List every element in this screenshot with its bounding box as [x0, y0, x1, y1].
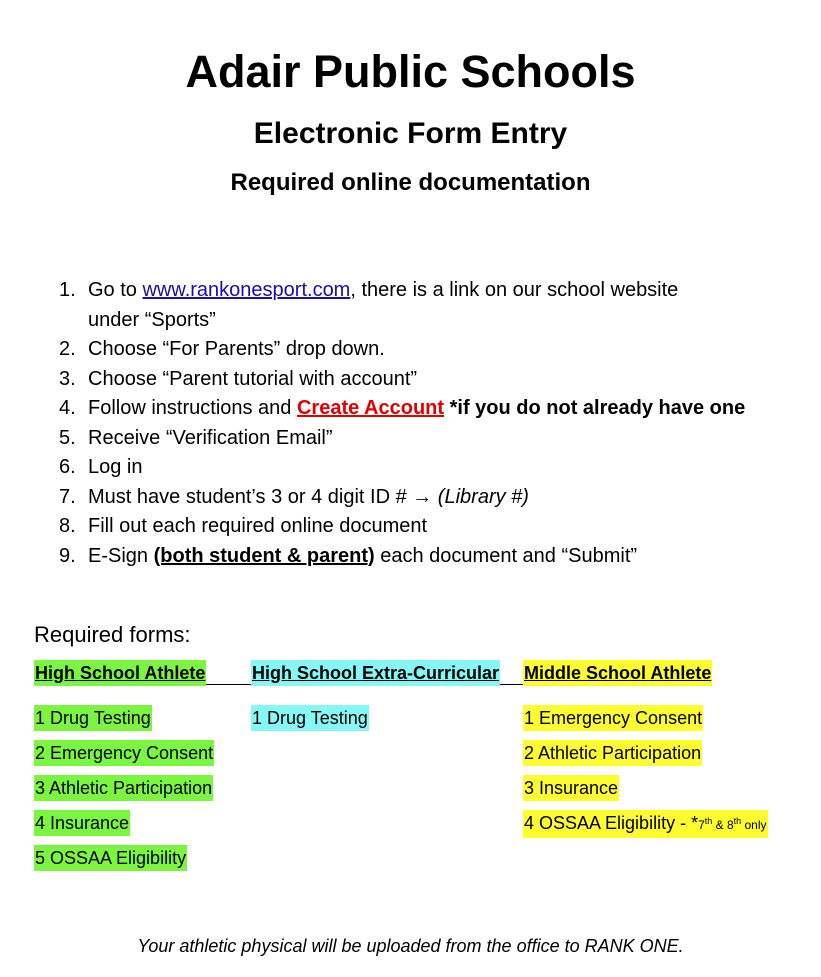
middle-school-athlete-header: Middle School Athlete [523, 660, 712, 686]
list-item: 3 Athletic Participation [34, 775, 213, 801]
list-item: 2 Athletic Participation [523, 740, 702, 766]
list-item: 1 Drug Testing [251, 705, 369, 731]
high-school-athlete-header: High School Athlete [34, 660, 206, 686]
step-2: 2. Choose “For Parents” drop down. [59, 338, 385, 360]
required-forms-title: Required forms: [34, 622, 191, 647]
create-account-link[interactable]: Create Account [296, 397, 445, 419]
list-item: 5 OSSAA Eligibility [34, 845, 187, 871]
list-item: 2 Emergency Consent [34, 740, 214, 766]
step-6: 6. Log in [59, 456, 143, 478]
rankone-link[interactable]: www.rankonesport.com [142, 279, 351, 301]
list-item: 4 OSSAA Eligibility - *7th & 8th only [523, 810, 768, 838]
page-title: Adair Public Schools [185, 46, 636, 97]
list-item: 4 Insurance [34, 810, 130, 836]
list-item: 3 Insurance [523, 775, 619, 801]
list-item: 1 Emergency Consent [523, 705, 703, 731]
extra-curricular-header: High School Extra-Curricular [251, 660, 500, 686]
page-subtitle-secondary: Required online documentation [230, 169, 591, 196]
step-1: 1. Go to www.rankonesport.com, there is a link on our school website [59, 279, 679, 301]
step-5: 5. Receive “Verification Email” [59, 426, 333, 449]
high-school-athlete-column [34, 660, 214, 871]
step-9: 9. E-Sign (both student & parent) each document and “Submit” [59, 544, 638, 567]
list-item: 1 Drug Testing [34, 705, 152, 731]
extra-curricular-column [251, 660, 500, 731]
step-4: 4. Follow instructions and Create Account *if you do not already have one [59, 397, 746, 419]
grade-note: 7th & 8th only [698, 816, 767, 832]
page-subtitle: Electronic Form Entry [253, 117, 568, 150]
step-8: 8. Fill out each required online document [59, 515, 428, 537]
instructions-list [59, 276, 816, 571]
step-3: 3. Choose “Parent tutorial with account” [59, 367, 418, 390]
middle-school-athlete-column [523, 660, 768, 836]
arrow-right-icon: → [412, 485, 433, 508]
step-1-continued: under “Sports” [88, 308, 216, 331]
step-7: 7. Must have student’s 3 or 4 digit ID # → (Library #) [59, 485, 529, 508]
footer-note: Your athletic physical will be uploaded from the office to RANK ONE. [137, 936, 684, 956]
